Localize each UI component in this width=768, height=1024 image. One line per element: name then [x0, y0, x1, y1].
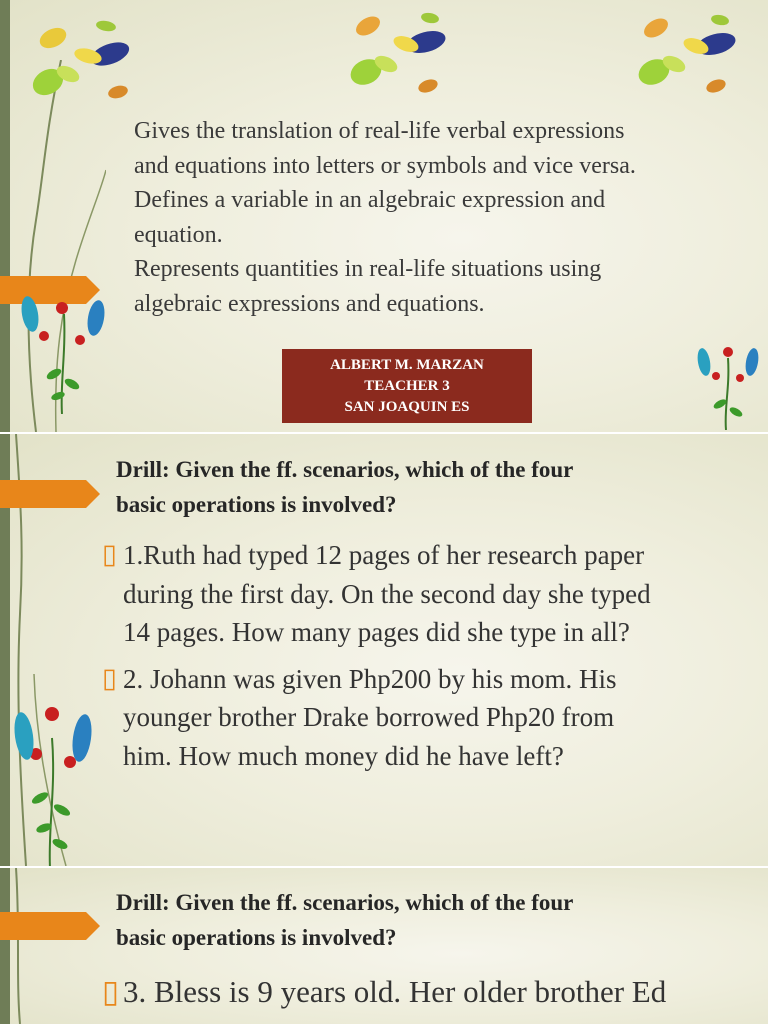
objectives-text — [134, 114, 734, 321]
scenario-list — [100, 971, 760, 1013]
drill-title-line: Drill: Given the ff. scenarios, which of the four — [116, 890, 574, 915]
objective-line: equation. — [134, 221, 223, 248]
list-item-line: 1.Ruth had typed 12 pages of her research paper — [123, 540, 645, 570]
list-item — [100, 660, 760, 776]
drill-title-line: basic operations is involved? — [116, 492, 397, 517]
drill-title — [116, 885, 716, 955]
list-item — [100, 536, 760, 652]
author-position: TEACHER 3 — [364, 377, 450, 394]
bullet-icon: ▯ — [102, 539, 117, 570]
objective-line: algebraic expressions and equations. — [134, 290, 485, 317]
list-item-line: younger brother Drake borrowed Php20 from — [123, 702, 615, 732]
objective-line: Gives the translation of real-life verbal expressions — [134, 118, 625, 144]
drill-title — [116, 452, 716, 522]
vine-decoration — [6, 868, 66, 1024]
butterflies-icon — [18, 14, 138, 106]
slide-3 — [0, 868, 768, 1024]
list-item-line: 14 pages. How many pages did she type in all? — [123, 617, 630, 647]
flower-butterfly-icon — [14, 284, 114, 414]
slide-1 — [0, 0, 768, 432]
author-school: SAN JOAQUIN ES — [344, 398, 470, 415]
list-item-line: him. How much money did he have left? — [123, 740, 564, 771]
list-item — [100, 971, 760, 1013]
author-box — [282, 349, 532, 423]
orange-tab-marker — [0, 912, 100, 940]
drill-title-line: Drill: Given the ff. scenarios, which of the four — [116, 457, 574, 482]
slide-2 — [0, 434, 768, 866]
flower-butterfly-icon — [10, 698, 100, 866]
list-item-line: 3. Bless is 9 years old. Her older brother Ed — [123, 974, 667, 1009]
orange-tab-marker — [0, 480, 100, 508]
butterflies-icon — [634, 10, 750, 100]
bullet-icon: ▯ — [102, 662, 117, 694]
list-item-line: during the first day. On the second day she typed — [123, 578, 651, 609]
objective-line: Defines a variable in an algebraic expression and — [134, 187, 606, 213]
objective-line: Represents quantities in real-life situations using — [134, 256, 602, 282]
objective-line: and equations into letters or symbols and vice versa. — [134, 152, 636, 179]
drill-title-line: basic operations is involved? — [116, 925, 397, 950]
list-item-line: 2. Johann was given Php200 by his mom. His — [123, 663, 617, 694]
flower-butterfly-icon — [694, 338, 764, 430]
bullet-icon: ▯ — [102, 974, 120, 1010]
butterflies-icon — [346, 8, 462, 100]
scenario-list — [100, 536, 760, 783]
author-name: ALBERT M. MARZAN — [330, 356, 484, 373]
